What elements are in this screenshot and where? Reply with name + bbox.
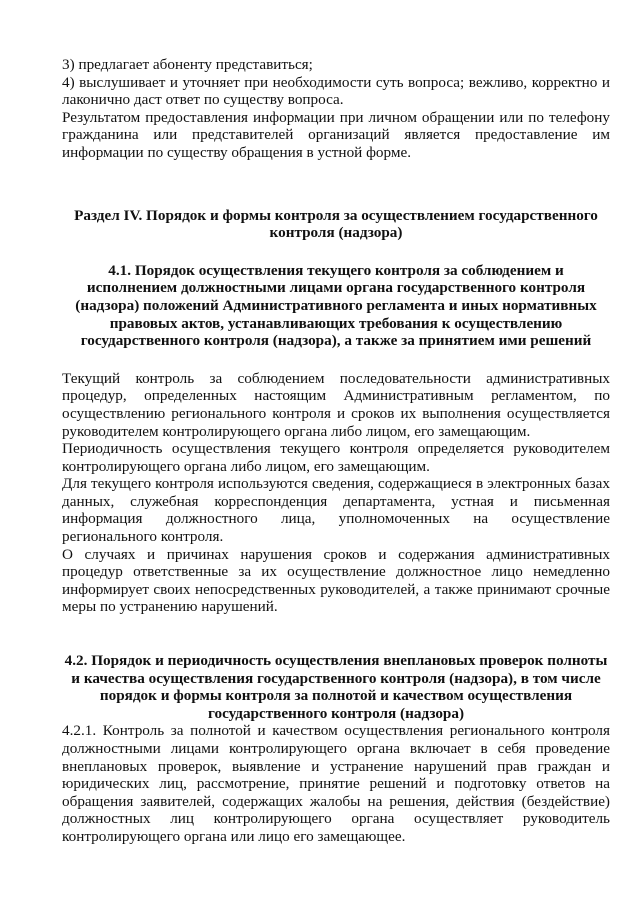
subsection-4-2-body [62, 722, 610, 845]
intro-item-4: 4) выслушивает и уточняет при необходимости суть вопроса; вежливо, корректно и лаконично даст ответ по существу вопроса. [62, 73, 610, 109]
intro-result-paragraph: Результатом предоставления информации при личном обращении или по телефону гражданина или представителей организаций является предоставление им информации по существу обращения в устной форме. [62, 108, 610, 161]
intro-item-3: 3) предлагает абоненту представиться; [62, 56, 313, 73]
subsection-4-1-title: 4.1. Порядок осуществления текущего контроля за соблюдением и исполнением должностными лицами органа государственного контроля (надзора) положений Административного регламента и иных нормативных правовых актов, устанавливающих требования к осуществлению государственного контроля (надзора), а также за принятием ими решений [75, 261, 597, 350]
paragraph: 4.2.1. Контроль за полнотой и качеством осуществления регионального контроля должностными лицами контролирующего органа включает в себя проведение внеплановых проверок, выявление и устранение нарушений прав граждан и юридических лиц, рассмотрение, принятие решений и подготовку ответов на обращения заявителей, содержащих жалобы на решения, действия (бездействие) должностных лиц контролирующего органа осуществляет руководитель контролирующего органа или лицо его замещающее. [62, 722, 610, 845]
subsection-4-2-title: 4.2. Порядок и периодичность осуществления внеплановых проверок полноты и качества осуществления государственного контроля (надзора), в том числе порядок и формы контроля за полнотой и качеством осуществления государственного контроля (надзора) [64, 652, 608, 722]
subsection-4-1-body [62, 370, 610, 616]
intro-block [62, 56, 610, 162]
paragraph: Периодичность осуществления текущего контроля определяется руководителем контролирующего органа либо лицом, его замещающим. [62, 440, 610, 475]
paragraph: Текущий контроль за соблюдением последовательности административных процедур, определенных настоящим Административным регламентом, по осуществлению регионального контроля и сроков их выполнения осуществляется руководителем контролирующего органа либо лицом, его замещающим. [62, 369, 610, 440]
paragraph: Для текущего контроля используются сведения, содержащиеся в электронных базах данных, служебная корреспонденция департамента, устная и письменная информация должностного лица, уполномоченных на осуществление регионального контроля. [62, 475, 610, 546]
paragraph: О случаях и причинах нарушения сроков и содержания административных процедур ответственные за их осуществление должностное лицо немедленно информирует своих непосредственных руководителей, а также принимают срочные меры по устранению нарушений. [62, 545, 610, 616]
document-page [62, 56, 610, 846]
section-4-title: Раздел IV. Порядок и формы контроля за осуществлением государственного контроля (надзора) [74, 206, 598, 242]
